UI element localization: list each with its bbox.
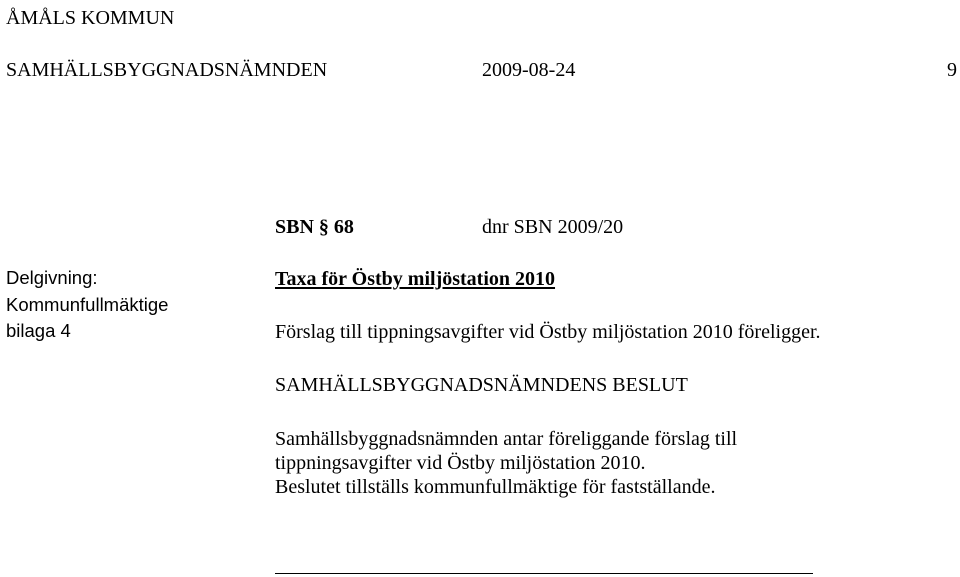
- registration-number: dnr SBN 2009/20: [482, 216, 624, 238]
- paragraph-label: SBN § 68: [275, 216, 354, 238]
- municipality-name: ÅMÅLS KOMMUN: [6, 7, 175, 29]
- distribution-label: Delgivning:: [6, 267, 98, 288]
- page-number: 9: [947, 59, 957, 81]
- distribution-recipient: Kommunfullmäktige: [6, 294, 169, 315]
- board-name: SAMHÄLLSBYGGNADSNÄMNDEN: [6, 59, 328, 81]
- decision-line: Beslutet tillställs kommunfullmäktige för fastställande.: [275, 476, 716, 498]
- decision-heading: SAMHÄLLSBYGGNADSNÄMNDENS BESLUT: [275, 374, 688, 396]
- decision-text: [275, 427, 737, 499]
- meeting-date: 2009-08-24: [482, 59, 576, 81]
- attachment-label: bilaga 4: [6, 320, 71, 341]
- decision-line: tippningsavgifter vid Östby miljöstation 2010.: [275, 452, 646, 474]
- item-background: Förslag till tippningsavgifter vid Östby miljöstation 2010 föreligger.: [275, 321, 821, 343]
- signature-line: [275, 573, 813, 574]
- item-title: Taxa för Östby miljöstation 2010: [275, 268, 556, 290]
- decision-line: Samhällsbyggnadsnämnden antar föreliggande förslag till: [275, 428, 738, 450]
